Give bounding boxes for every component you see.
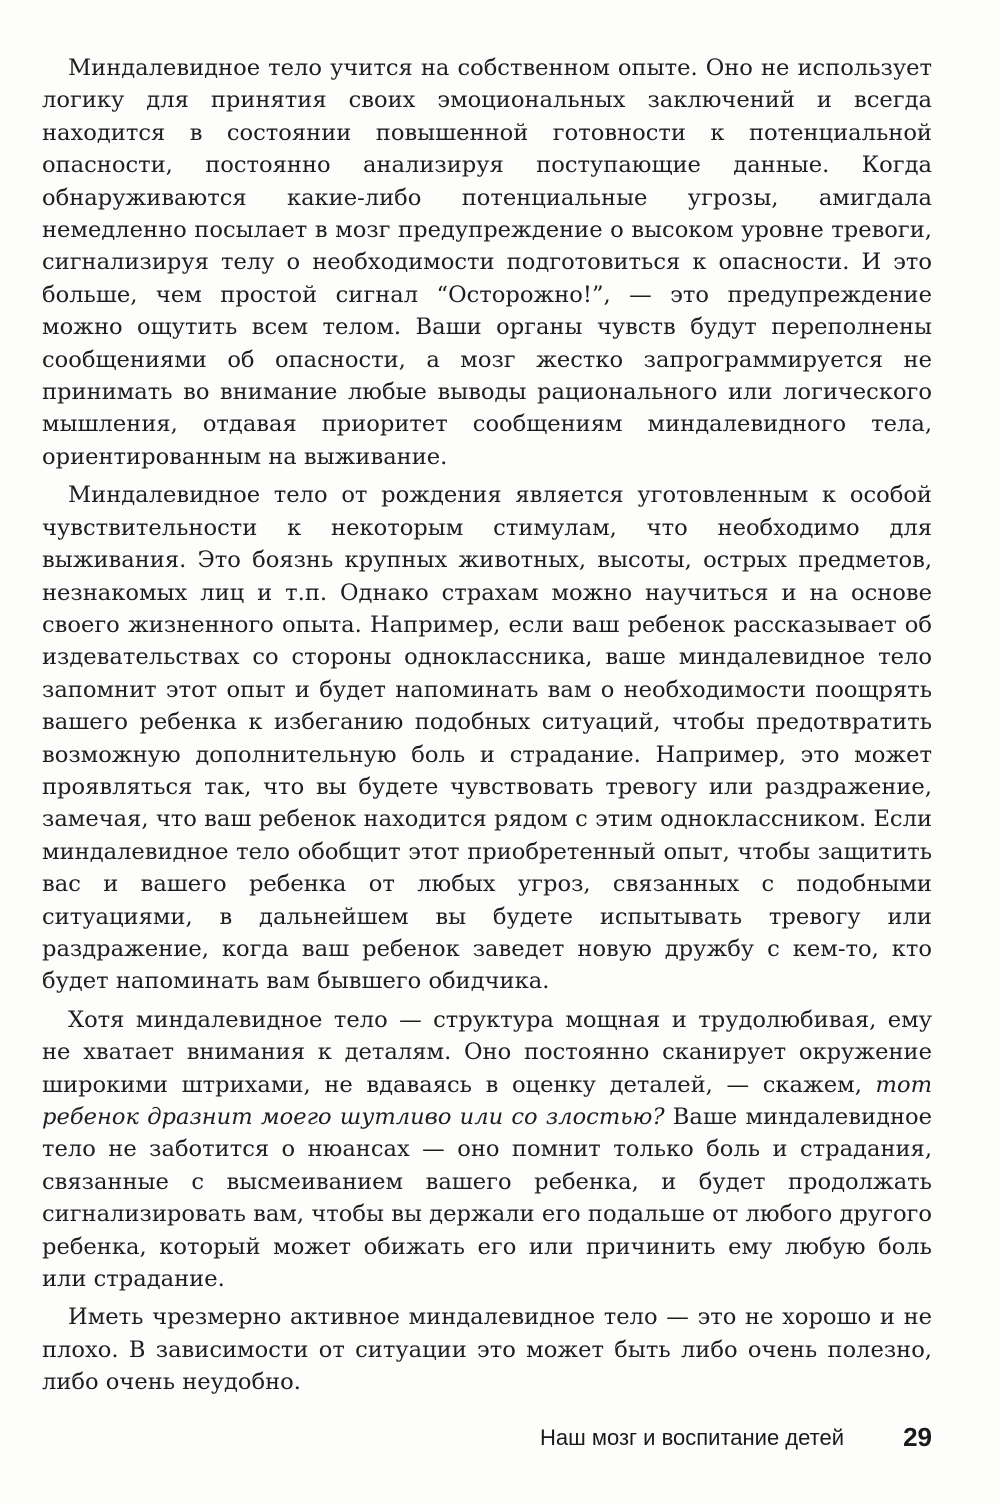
page-footer <box>0 1422 1000 1465</box>
paragraph-3-end: Ваше миндалевидное тело не заботится о нюансах — оно помнит только боль и страдания, связанные с высмеиванием вашего ребенка, и будет продолжать сигнализировать вам, чтобы вы держали его подальше от любого другого ребенка, который может обижать его или причинить ему любую боль или страдание. <box>42 1104 932 1293</box>
paragraph-1: Миндалевидное тело учится на собственном опыте. Оно не использует логику для принятия своих эмоциональных заключений и всегда находится в состоянии повышенной готовности к потенциальной опасности, постоянно анализируя поступающие данные. Когда обнаруживаются какие-либо потенциальные угрозы, амигдала немедленно посылает в мозг предупреждение о высоком уровне тревоги, сигнализируя телу о необходимости подготовиться к опасности. И это больше, чем простой сигнал “Осторожно!”, — это предупреждение можно ощутить всем телом. Ваши органы чувств будут переполнены сообщениями об опасности, а мозг жестко запрограммируется не принимать во внимание любые выводы рационального или логического мышления, отдавая приоритет сообщениям миндалевидного тела, ориентированным на выживание. <box>42 55 932 470</box>
page-number: 29 <box>903 1422 932 1452</box>
body-text <box>42 52 932 1405</box>
running-head: Наш мозг и воспитание детей <box>539 1425 844 1450</box>
paragraph-3 <box>42 1004 932 1296</box>
paragraph-3-italic: тот ребенок дразнит моего шутливо или со злостью? <box>42 1071 932 1130</box>
paragraph-2: Миндалевидное тело от рождения является уготовленным к особой чувствительности к некоторым стимулам, что необходимо для выживания. Это боязнь крупных животных, высоты, острых предметов, незнакомых лиц и т.п. Однако страхам можно научиться и на основе своего жизненного опыта. Например, если ваш ребенок рассказывает об издевательствах со стороны одноклассника, ваше миндалевидное тело запомнит этот опыт и будет напоминать вам о необходимости поощрять вашего ребенка к избеганию подобных ситуаций, чтобы предотвратить возможную дополнительную боль и страдание. Например, это может проявляться так, что вы будете чувствовать тревогу или раздражение, замечая, что ваш ребенок находится рядом с этим одноклассником. Если миндалевидное тело обобщит этот приобретенный опыт, чтобы защитить вас и вашего ребенка от любых угроз, связанных с подобными ситуациями, в дальнейшем вы будете испытывать тревогу или раздражение, когда ваш ребенок заведет новую дружбу с кем-то, кто будет напоминать вам бывшего обидчика. <box>42 482 932 995</box>
paragraph-4: Иметь чрезмерно активное миндалевидное тело — это не хорошо и не плохо. В зависимости от ситуации это может быть либо очень полезно, либо очень неудобно. <box>42 1304 932 1396</box>
paragraph-3-start: Хотя миндалевидное тело — структура мощная и трудолюбивая, ему не хватает внимания к деталям. Оно постоянно сканирует окружение широкими штрихами, не вдаваясь в оценку деталей, — скажем, <box>42 1006 932 1098</box>
